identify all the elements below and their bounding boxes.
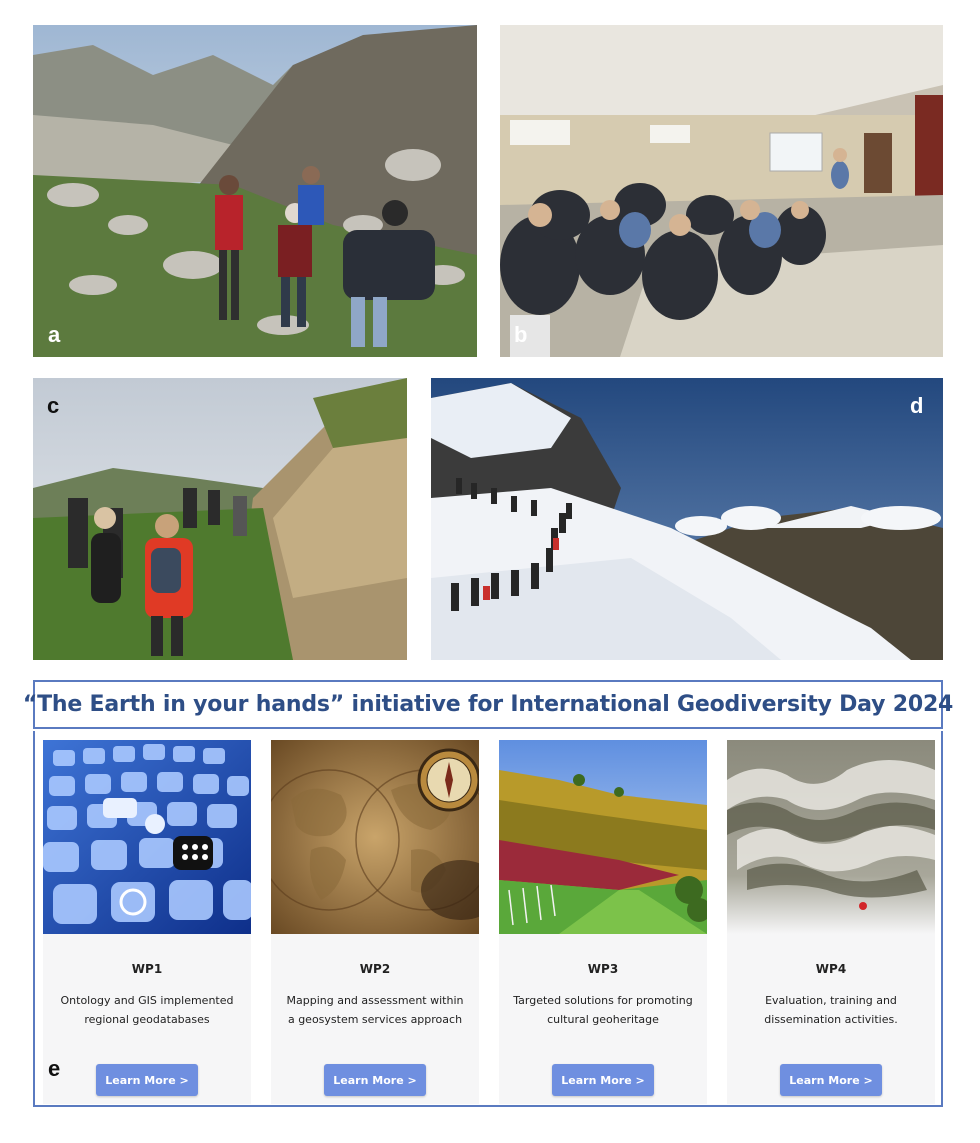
banner-title: “The Earth in your hands” initiative for International Geodiversity Day 2024	[22, 692, 954, 717]
photo-c-hillside-group	[33, 378, 407, 660]
wp4-terrain-model-image	[727, 740, 935, 934]
wp1-card	[43, 740, 251, 1104]
wp3-description: Targeted solutions for promoting cultural geoheritage	[513, 994, 693, 1026]
wp3-learn-more-button[interactable]: Learn More >	[552, 1064, 654, 1096]
wp3-vineyard-image	[499, 740, 707, 934]
work-packages-panel	[33, 731, 943, 1107]
photo-label-d: d	[910, 393, 924, 418]
photo-label-b: b	[514, 322, 528, 347]
photo-b-conference-room	[500, 25, 943, 357]
wp3-title: WP3	[587, 962, 619, 976]
wp1-title: WP1	[131, 962, 163, 976]
wp3-card	[499, 740, 707, 1104]
banner-title-box	[22, 680, 954, 729]
wp1-description: Ontology and GIS implemented regional geodatabases	[60, 994, 234, 1026]
wp4-learn-more-button[interactable]: Learn More >	[780, 1064, 882, 1096]
photo-a-alpine-fieldwork	[33, 25, 477, 357]
photo-label-a: a	[48, 322, 61, 347]
wp4-title: WP4	[815, 962, 847, 976]
wp4-card	[727, 740, 935, 1104]
wp2-title: WP2	[359, 962, 391, 976]
photo-label-e: e	[48, 1056, 61, 1081]
wp1-learn-more-button[interactable]: Learn More >	[96, 1064, 198, 1096]
photo-d-snow-hikers	[431, 378, 943, 660]
wp2-card	[271, 740, 479, 1104]
photo-label-c: c	[47, 393, 60, 418]
wp4-description: Evaluation, training and dissemination activities.	[764, 994, 898, 1026]
wp2-learn-more-button[interactable]: Learn More >	[324, 1064, 426, 1096]
wp2-old-map-image	[271, 740, 479, 934]
wp2-description: Mapping and assessment within a geosystem services approach	[286, 994, 464, 1026]
wp1-apps-image	[43, 740, 251, 934]
